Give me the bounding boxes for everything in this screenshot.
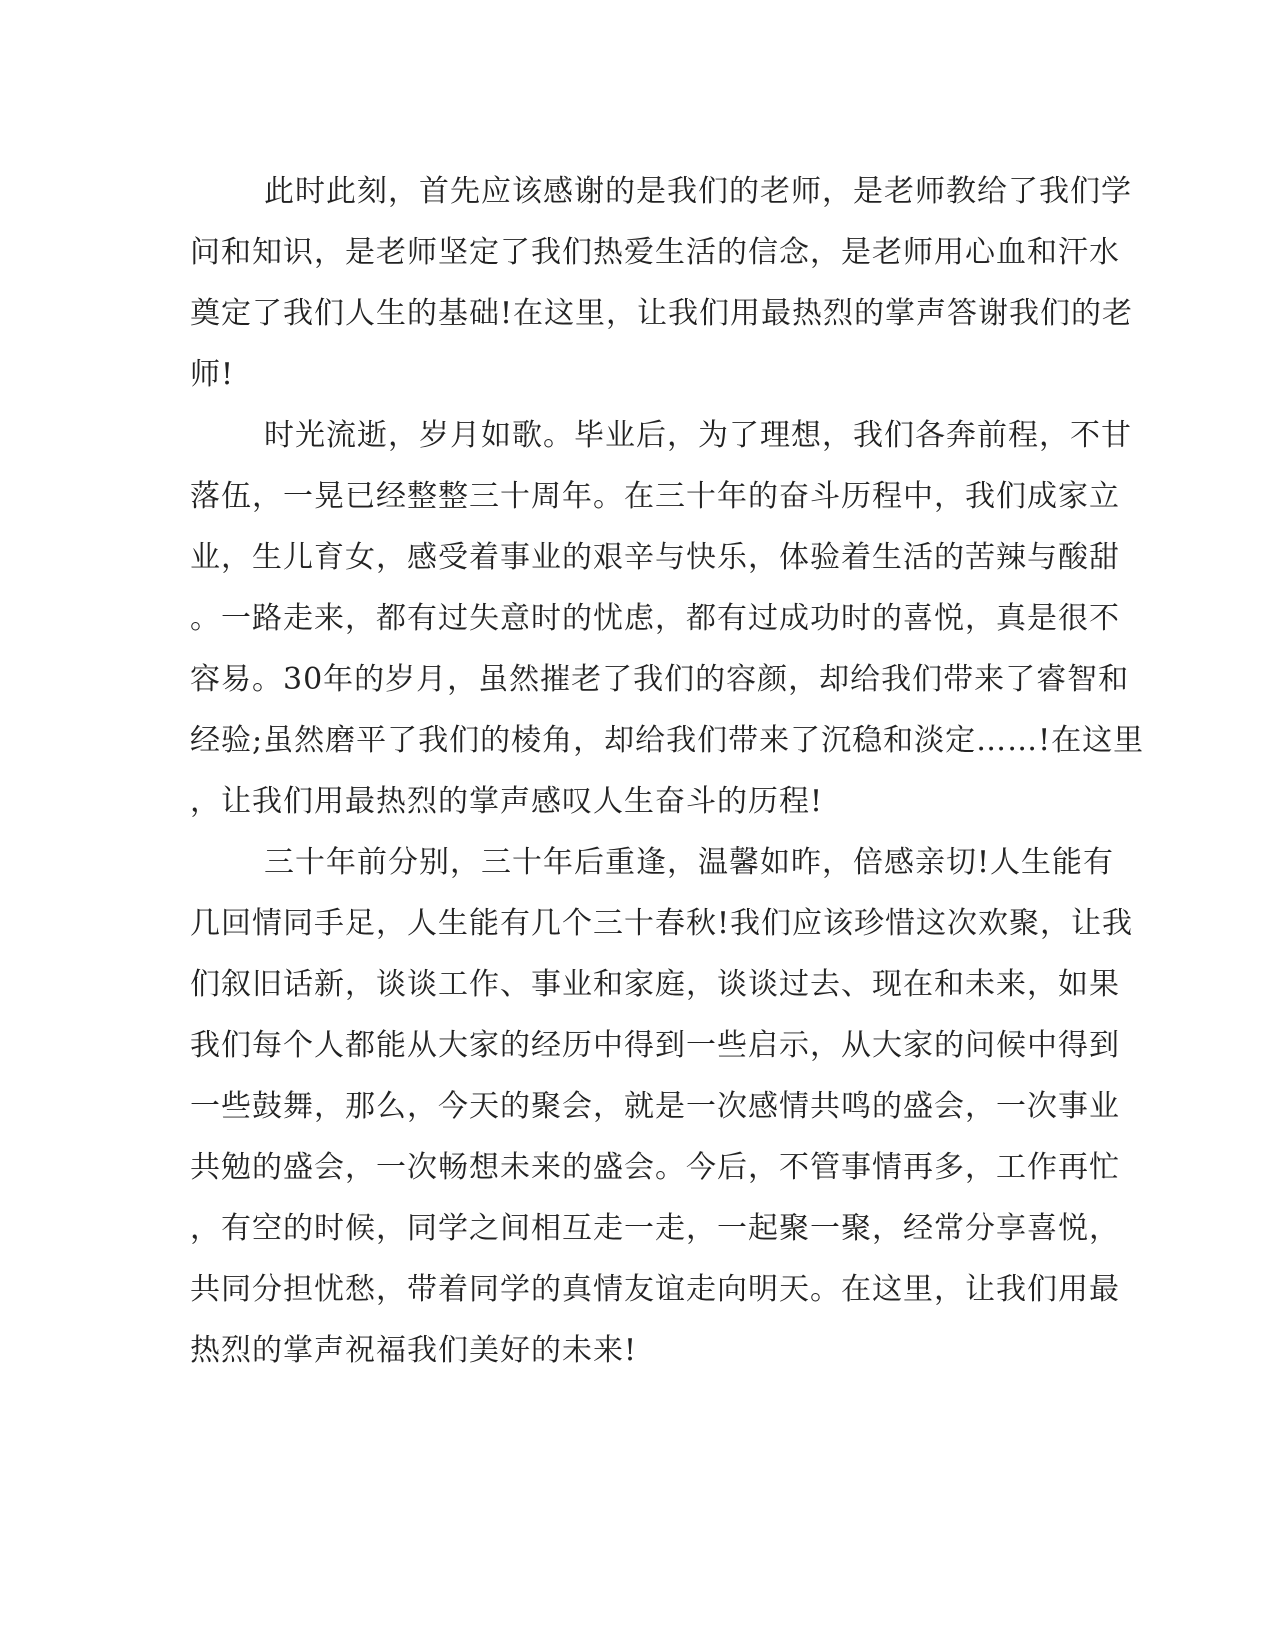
text-line: ，有空的时候，同学之间相互走一走，一起聚一聚，经常分享喜悦， [190,1211,1120,1246]
text-line: 共同分担忧愁，带着同学的真情友谊走向明天。在这里，让我们用最 [190,1272,1120,1307]
text-line: 几回情同手足，人生能有几个三十春秋!我们应该珍惜这次欢聚，让我 [190,906,1134,941]
text-line: 此时此刻，首先应该感谢的是我们的老师，是老师教给了我们学 [264,174,1132,209]
text-line: 。一路走来，都有过失意时的忧虑，都有过成功时的喜悦，真是很不 [190,601,1120,636]
text-line: 我们每个人都能从大家的经历中得到一些启示，从大家的问候中得到 [190,1028,1120,1063]
text-line: 问和知识，是老师坚定了我们热爱生活的信念，是老师用心血和汗水 [190,235,1120,270]
text-line: 热烈的掌声祝福我们美好的未来! [190,1333,638,1368]
paragraph-reunion [190,832,1134,1381]
text-line: 落伍，一晃已经整整三十周年。在三十年的奋斗历程中，我们成家立 [190,479,1120,514]
text-line: 时光流逝，岁月如歌。毕业后，为了理想，我们各奔前程，不甘 [264,418,1132,453]
text-line: 一些鼓舞，那么，今天的聚会，就是一次感情共鸣的盛会，一次事业 [190,1089,1120,1124]
text-line: ，让我们用最热烈的掌声感叹人生奋斗的历程! [190,784,824,819]
paragraph-teachers [190,161,1134,405]
text-line: 共勉的盛会，一次畅想未来的盛会。今后，不管事情再多，工作再忙 [190,1150,1120,1185]
text-line: 奠定了我们人生的基础!在这里，让我们用最热烈的掌声答谢我们的老 [190,296,1134,331]
text-line: 容易。30年的岁月，虽然摧老了我们的容颜，却给我们带来了睿智和 [190,662,1130,697]
document-body [190,161,1145,1381]
text-line: 三十年前分别，三十年后重逢，温馨如昨，倍感亲切!人生能有 [264,845,1115,880]
paragraph-thirty-years [190,405,1145,832]
text-line: 经验;虽然磨平了我们的棱角，却给我们带来了沉稳和淡定……!在这里 [190,723,1145,758]
text-line: 业，生儿育女，感受着事业的艰辛与快乐，体验着生活的苦辣与酸甜 [190,540,1120,575]
text-line: 们叙旧话新，谈谈工作、事业和家庭，谈谈过去、现在和未来，如果 [190,967,1120,1002]
text-line: 师! [190,357,235,392]
